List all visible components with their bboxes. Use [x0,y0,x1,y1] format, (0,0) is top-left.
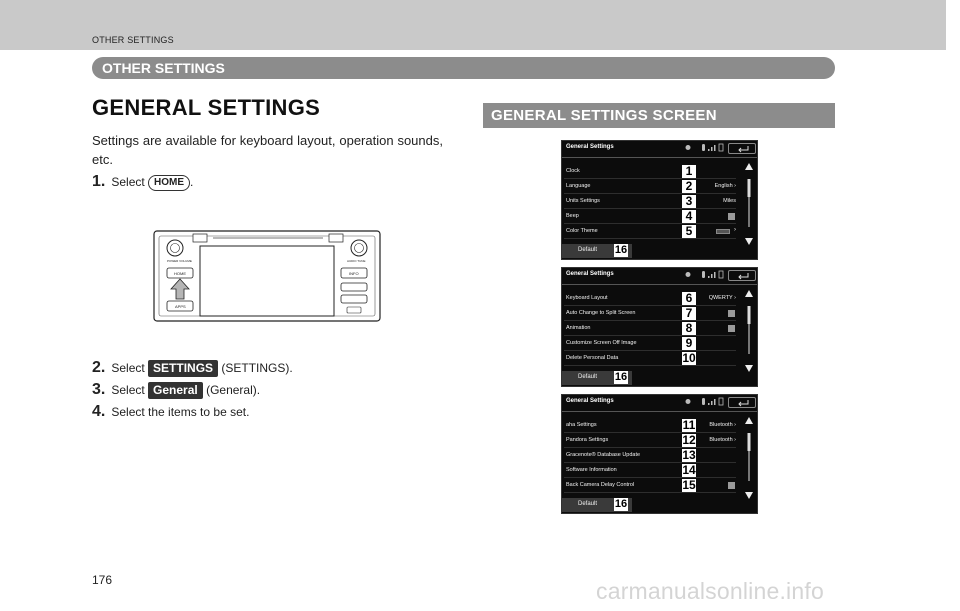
row-label: Gracenote® Database Update [566,452,641,458]
unit-home-label: HOME [174,271,186,276]
settings-row[interactable] [562,463,738,478]
back-arrow-icon [736,145,750,153]
row-label: Back Camera Delay Control [566,482,635,488]
unit-audio-label: AUDIO TUNE [347,259,366,263]
settings-row[interactable] [562,418,738,433]
row-divider [564,492,736,493]
scroll-up-icon [745,417,753,424]
step-text: Select [111,361,149,375]
back-button[interactable] [728,143,756,154]
row-label: aha Settings [566,422,597,428]
row-value: English › [714,183,736,189]
settings-row[interactable] [562,209,738,224]
row-label: Language [566,183,591,189]
checkbox-icon[interactable] [728,482,735,489]
bluetooth-icon [702,398,705,405]
row-label: Customize Screen Off Image [566,340,637,346]
callout-number: 8 [682,322,696,335]
row-arrow: › [734,227,736,233]
back-arrow-icon [736,272,750,280]
settings-list [562,291,738,366]
audio-unit-illustration [153,229,381,323]
settings-row[interactable] [562,433,738,448]
general-settings-heading: GENERAL SETTINGS [92,95,321,120]
title-divider [562,284,758,285]
section-bar-title: OTHER SETTINGS [102,60,225,76]
status-icons [684,270,726,279]
signal-icon [708,403,710,405]
settings-row[interactable] [562,321,738,336]
settings-row[interactable] [562,448,738,463]
step-text: Select [111,383,149,397]
step-text: Select [111,175,149,189]
section-bar [92,57,835,79]
callout-number: 1 [682,165,696,178]
step-1 [92,173,193,191]
row-label: Color Theme [566,228,598,234]
settings-list [562,418,738,493]
settings-row[interactable] [562,291,738,306]
step-text-end: . [190,175,194,189]
step-number: 3. [92,381,106,398]
callout-number: 12 [682,433,696,447]
screen-title: General Settings [566,271,614,277]
callout-number: 9 [682,337,696,350]
settings-row[interactable] [562,336,738,351]
step-text-end: (SETTINGS). [218,361,293,375]
row-label: Auto Change to Split Screen [566,310,636,316]
row-divider [564,365,736,366]
color-swatch-icon [716,229,730,234]
general-key-graphic: General [148,382,203,399]
default-label: Default [578,501,598,507]
scroll-down-icon [745,492,753,499]
step-4 [92,403,249,421]
intro-paragraph: Settings are available for keyboard layout, operation sounds, etc. [92,133,443,167]
scroll-down-icon [745,365,753,372]
row-value: Bluetooth › [709,422,736,428]
row-label: Units Settings [566,198,600,204]
row-divider [564,238,736,239]
scrollbar[interactable] [744,417,754,499]
status-icons [684,397,726,406]
settings-row[interactable] [562,306,738,321]
row-value: Bluetooth › [709,437,736,443]
page-number: 176 [92,573,113,587]
scrollbar[interactable] [744,290,754,372]
callout-number: 4 [682,210,696,223]
bluetooth-icon [702,271,705,278]
row-label: Pandora Settings [566,437,609,443]
settings-row[interactable] [562,194,738,209]
settings-screen [561,394,758,514]
scroll-up-icon [745,290,753,297]
settings-row[interactable] [562,351,738,366]
callout-number: 13 [682,448,696,462]
step-3 [92,381,260,399]
row-label: Software Information [566,467,617,473]
general-settings-screen-heading [483,103,835,128]
scroll-thumb [748,433,751,451]
callout-number: 16 [614,371,628,383]
callout-number: 3 [682,195,696,208]
back-button[interactable] [728,397,756,408]
default-label: Default [578,247,598,253]
row-label: Beep [566,213,579,219]
settings-screen [561,267,758,387]
back-arrow-icon [736,399,750,407]
step-text-end: (General). [202,383,261,397]
battery-icon [719,271,723,278]
row-label: Clock [566,168,580,174]
bluetooth-icon [702,144,705,151]
settings-row[interactable] [562,179,738,194]
battery-icon [719,398,723,405]
callout-number: 16 [614,498,628,510]
callout-number: 15 [682,478,696,492]
settings-row[interactable] [562,478,738,493]
title-divider [562,411,758,412]
running-head: OTHER SETTINGS [92,35,174,45]
row-label: Animation [566,325,591,331]
callout-number: 14 [682,463,696,477]
scroll-thumb [748,179,751,197]
callout-number: 16 [614,244,628,256]
default-label: Default [578,374,598,380]
settings-row[interactable] [562,224,738,239]
screen-heading-title: GENERAL SETTINGS SCREEN [491,107,717,124]
step-2 [92,359,293,377]
scroll-up-icon [745,163,753,170]
step-number: 1. [92,173,106,190]
step-number: 4. [92,403,106,420]
status-icons [684,143,726,152]
back-button[interactable] [728,270,756,281]
callout-number: 6 [682,292,696,305]
settings-row[interactable] [562,164,738,179]
media-icon [686,145,691,150]
row-value: QWERTY › [708,295,736,301]
screen-title: General Settings [566,398,614,404]
row-label: Keyboard Layout [566,295,608,301]
callout-number: 10 [682,351,696,365]
home-key-graphic: HOME [148,175,190,191]
media-icon [686,399,691,404]
callout-number: 2 [682,180,696,193]
watermark: carmanualsonline.info [596,578,824,604]
row-value: Miles [723,198,736,204]
checkbox-icon[interactable] [728,325,735,332]
battery-icon [719,144,723,151]
screen-title: General Settings [566,144,614,150]
callout-number: 7 [682,307,696,320]
checkbox-icon[interactable] [728,213,735,220]
scrollbar[interactable] [744,163,754,245]
row-label: Delete Personal Data [566,355,619,361]
step-number: 2. [92,359,106,376]
callout-number: 11 [682,418,696,432]
unit-info-label: INFO [349,271,359,276]
unit-apps-label: APPS [175,304,186,309]
settings-key-graphic: SETTINGS [148,360,218,377]
settings-list [562,164,738,239]
step-text: Select the items to be set. [111,405,250,419]
checkbox-icon[interactable] [728,310,735,317]
signal-icon [708,276,710,278]
settings-screen [561,140,758,260]
callout-number: 5 [682,225,696,238]
scroll-down-icon [745,238,753,245]
title-divider [562,157,758,158]
media-icon [686,272,691,277]
scroll-thumb [748,306,751,324]
unit-volume-label: POWER VOLUME [167,259,192,263]
signal-icon [708,149,710,151]
